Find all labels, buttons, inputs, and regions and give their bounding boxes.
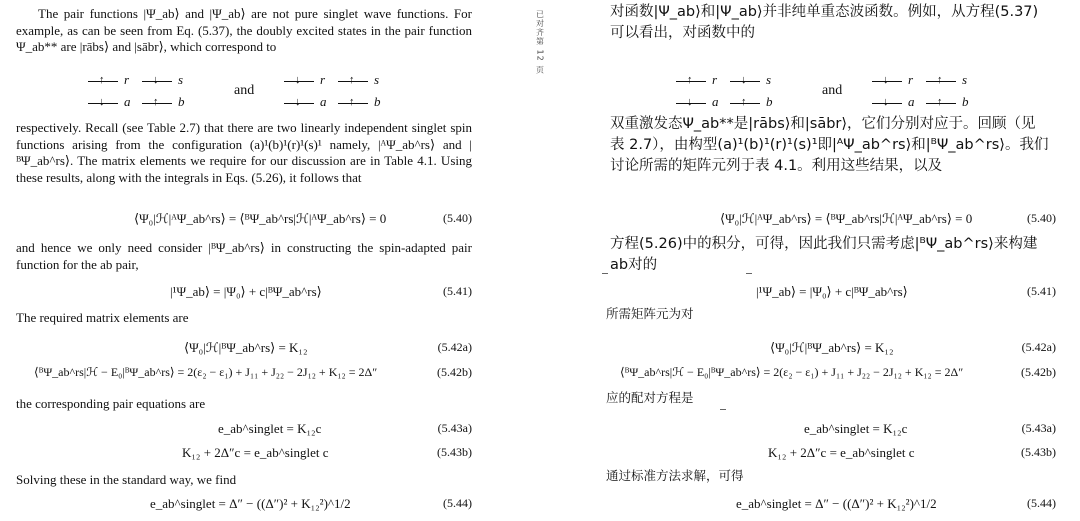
stray-mark bbox=[720, 409, 726, 410]
alignment-label: 已对齐第 12 页 bbox=[535, 10, 545, 75]
en-paragraph-5: the corresponding pair equations are bbox=[16, 396, 206, 411]
and-label: and bbox=[822, 83, 843, 98]
zh-paragraph-6: 通过标准方法求解，可得 bbox=[606, 468, 744, 483]
zh-paragraph-3: 方程(5.26)中的积分，可得，因此我们只需考虑|ᴮΨ_ab^rs⟩来构建ab对的 bbox=[610, 236, 1038, 273]
en-orbital-diagram bbox=[88, 70, 418, 114]
equation-5-41: |¹Ψ_ab⟩ = |Ψ₀⟩ + c|ᴮΨ_ab^rs⟩ (5.41) bbox=[756, 284, 1056, 299]
equation-5-43b: K₁₂ + 2Δ″c = e_ab^singlet c (5.43b) bbox=[768, 445, 1056, 460]
and-label: and bbox=[234, 83, 255, 98]
en-paragraph-2: respectively. Recall (see Table 2.7) that there are two linearly independent singlet spin functions arising from the configuration (a)¹(b)¹(r)¹(s)¹ namely, |ᴬΨ_ab^rs⟩ and |ᴮΨ_ab^rs⟩. The matrix elements we require for our discussion are in Table 4.1. Using these results, along with the integrals in Eqs. (5.26), it follows that bbox=[16, 120, 472, 185]
en-paragraph-1: The pair functions |Ψ_ab⟩ and |Ψ_ab⟩ are not pure singlet wave functions. For example, as can be seen from Eq. (5.37), the doubly excited states in the pair function Ψ_ab** are |rābs⟩ and |sābr⟩, which correspond to bbox=[16, 6, 472, 54]
en-paragraph-3: and hence we only need consider |ᴮΨ_ab^rs⟩ in constructing the spin-adapted pair function for the ab pair, bbox=[16, 240, 472, 272]
equation-5-44: e_ab^singlet = Δ″ − ((Δ″)² + K₁₂²)^1/2 (5.44) bbox=[736, 496, 1056, 511]
orbital-config-2: ↓ r ↑ s ↓ a ↑ b bbox=[872, 70, 982, 114]
english-page bbox=[0, 0, 520, 521]
equation-5-40: ⟨Ψ₀|ℋ|ᴬΨ_ab^rs⟩ = ⟨ᴮΨ_ab^rs|ℋ|ᴬΨ_ab^rs⟩ = 0 (5.40) bbox=[134, 211, 472, 226]
page-gutter bbox=[526, 0, 554, 521]
equation-5-44: e_ab^singlet = Δ″ − ((Δ″)² + K₁₂²)^1/2 (5.44) bbox=[150, 496, 472, 511]
zh-orbital-diagram bbox=[676, 70, 1006, 114]
zh-paragraph-5: 应的配对方程是 bbox=[606, 390, 694, 405]
zh-paragraph-4: 所需矩阵元为对 bbox=[606, 306, 694, 321]
equation-5-42b: ⟨ᴮΨ_ab^rs|ℋ − E₀|ᴮΨ_ab^rs⟩ = 2(ε₂ − ε₁) + J₁₁ + J₂₂ − 2J₁₂ + K₁₂ = 2Δ″ (5.42b) bbox=[620, 365, 1056, 379]
orbital-config-2: ↓ r ↑ s ↓ a ↑ b bbox=[284, 70, 394, 114]
equation-5-42b: ⟨ᴮΨ_ab^rs|ℋ − E₀|ᴮΨ_ab^rs⟩ = 2(ε₂ − ε₁) + J₁₁ + J₂₂ − 2J₁₂ + K₁₂ = 2Δ″ (5.42b) bbox=[34, 365, 472, 379]
en-paragraph-4: The required matrix elements are bbox=[16, 310, 189, 325]
orbital-config-1: ↑ r ↓ s ↓ a ↑ b bbox=[676, 70, 786, 114]
equation-5-41: |¹Ψ_ab⟩ = |Ψ₀⟩ + c|ᴮΨ_ab^rs⟩ (5.41) bbox=[170, 284, 472, 299]
zh-paragraph-1: 对函数|Ψ_ab⟩和|Ψ_ab⟩并非纯单重态波函数。例如，从方程(5.37)可以看出，对函数中的 bbox=[610, 4, 1039, 41]
equation-5-43a: e_ab^singlet = K₁₂c (5.43a) bbox=[804, 421, 1056, 436]
chinese-page bbox=[560, 0, 1080, 521]
equation-5-40: ⟨Ψ₀|ℋ|ᴬΨ_ab^rs⟩ = ⟨ᴮΨ_ab^rs|ℋ|ᴬΨ_ab^rs⟩ = 0 (5.40) bbox=[720, 211, 1056, 226]
stray-mark bbox=[746, 273, 752, 274]
equation-5-43a: e_ab^singlet = K₁₂c (5.43a) bbox=[218, 421, 472, 436]
equation-5-42a: ⟨Ψ₀|ℋ|ᴮΨ_ab^rs⟩ = K₁₂ (5.42a) bbox=[770, 340, 1056, 355]
stray-mark bbox=[602, 273, 608, 274]
equation-5-43b: K₁₂ + 2Δ″c = e_ab^singlet c (5.43b) bbox=[182, 445, 472, 460]
equation-5-42a: ⟨Ψ₀|ℋ|ᴮΨ_ab^rs⟩ = K₁₂ (5.42a) bbox=[184, 340, 472, 355]
orbital-config-1: ↑ r ↓ s ↓ a ↑ b bbox=[88, 70, 198, 114]
zh-paragraph-2: 双重激发态Ψ_ab**是|rābs⟩和|sābr⟩，它们分别对应于。回顾（见表 2.7），由构型(a)¹(b)¹(r)¹(s)¹即|ᴬΨ_ab^rs⟩和|ᴮΨ_ab^rs⟩。我们讨论所需的矩阵元列于表 4.1。利用这些结果，以及 bbox=[610, 116, 1049, 174]
en-paragraph-6: Solving these in the standard way, we find bbox=[16, 472, 237, 487]
